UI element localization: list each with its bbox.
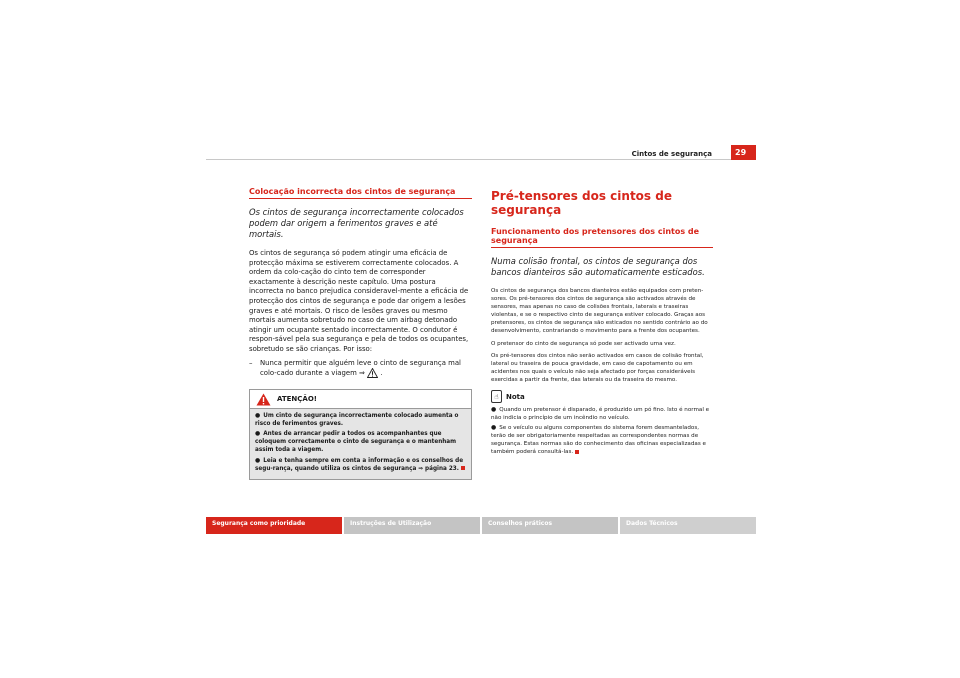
arrow-right-icon: ⇒	[359, 369, 365, 378]
footer-tab-instrucoes[interactable]: Instruções de Utilização	[344, 517, 480, 534]
note-title: Nota	[506, 392, 525, 401]
warning-box	[249, 389, 472, 481]
warning-triangle-icon	[367, 368, 378, 378]
section-heading: Colocação incorrecta dos cintos de segurança	[249, 187, 472, 199]
warning-triangle-icon	[256, 393, 271, 406]
warning-header	[250, 390, 471, 408]
bullet-icon: ●	[255, 430, 261, 438]
warning-item: ● Leia e tenha sempre em conta a informação e os conselhos de segu-rança, quando utiliza os cintos de segurança ⇒ página 23.	[255, 456, 464, 472]
header-rule	[206, 159, 731, 160]
dash-list-item: – Nunca permitir que alguém leve o cinto de segurança mal colo-cado durante a viagem ⇒ .	[249, 358, 461, 378]
page-reference-link[interactable]: página 23.	[425, 465, 459, 472]
bullet-icon: ●	[255, 456, 261, 464]
page-number: 29	[731, 145, 756, 160]
page-header-title: Cintos de segurança	[631, 150, 712, 158]
end-marker	[575, 450, 579, 454]
chapter-heading: Pré-tensores dos cintos de segurança	[491, 189, 672, 217]
note-item: ● Quando um pretensor é disparado, é produzido um pó fino. Isto é normal e não indicia o princípio de um incêndio no veículo.	[491, 406, 710, 422]
warning-item: ● Antes de arrancar pedir a todos os acompanhantes que coloquem correctamente o cinto de segurança e o mantenham assim toda a viagem.	[255, 430, 457, 453]
footer-tab-dados[interactable]: Dados Técnicos	[620, 517, 756, 534]
arrow-right-icon: ⇒	[418, 465, 424, 472]
left-column	[249, 187, 472, 480]
end-marker	[461, 466, 465, 470]
section-heading: Funcionamento dos pretensores dos cintos de segurança	[491, 227, 713, 248]
bullet-icon: ●	[491, 424, 497, 432]
footer-tab-conselhos[interactable]: Conselhos práticos	[482, 517, 618, 534]
bullet-icon: ●	[255, 411, 261, 419]
dash-item-text: Nunca permitir que alguém leve o cinto de segurança mal colo-cado durante a viagem	[260, 358, 461, 378]
right-column	[491, 187, 713, 458]
section-body: Os cintos de segurança só podem atingir uma eficácia de protecção máxima se estiverem correctamente colocados. A ordem da colo-cação do cinto tem de corresponder exactamente à descrição neste capítulo. Uma postura incorrecta no banco prejudica consideravel-mente a eficácia de protecção dos cintos de segurança e pode dar origem a lesões graves e até mortais. O risco de lesões graves ou mesmo mortais aumenta sobretudo no caso de um airbag detonado atingir um ocupante sentado incorrectamente. O condutor é respon-sável pela sua segurança e pela de todos os ocupantes, sobretudo se são crianças. Por isso:	[249, 249, 469, 353]
footer-nav	[206, 517, 756, 534]
section-subtitle: Numa colisão frontal, os cintos de segurança dos bancos dianteiros são automaticamente esticados.	[491, 256, 705, 277]
warning-body	[250, 408, 471, 480]
paragraph: Os cintos de segurança dos bancos dianteiros estão equipados com preten-sores. Os pré-tensores dos cintos de segurança são activados através de sensores, mas apenas no caso de colisões frontais, laterais e traseiras violentas, e se o respectivo cinto de segurança estiver colocado. Graças aos pretensores, os cintos de segurança são esticados no sentido contrário ao do desenvolvimento, contrariando o movimento para a frente dos ocupantes.	[491, 288, 708, 335]
warning-item: ● Um cinto de segurança incorrectamente colocado aumenta o risco de ferimentos graves.	[255, 411, 459, 427]
bullet-icon: ●	[491, 406, 497, 414]
warning-title: ATENÇÃO!	[277, 395, 317, 404]
paragraph: O pretensor do cinto de segurança só pode ser activado uma vez.	[491, 340, 676, 347]
footer-tab-seguranca[interactable]: Segurança como prioridade	[206, 517, 342, 534]
note-item: ● Se o veículo ou alguns componentes do sistema forem desmantelados, terão de ser obrigatoriamente respeitadas as correspondentes normas de segurança. Estas normas são do conhecimento das oficinas especializadas e também poderá consultá-las.	[491, 424, 706, 456]
paragraph: Os pré-tensores dos cintos não serão activados em casos de colisão frontal, lateral ou traseira de pouca gravidade, em caso de capotamento ou em acidentes nos quais o veículo não seja afectado por forças consideráveis exercidas a partir da frente, das laterais ou da traseira do mesmo.	[491, 352, 704, 383]
note-header	[491, 390, 713, 403]
section-subtitle: Os cintos de segurança incorrectamente colocados podem dar origem a ferimentos graves e até mortais.	[249, 207, 464, 239]
note-hand-icon: ☝	[491, 390, 502, 403]
